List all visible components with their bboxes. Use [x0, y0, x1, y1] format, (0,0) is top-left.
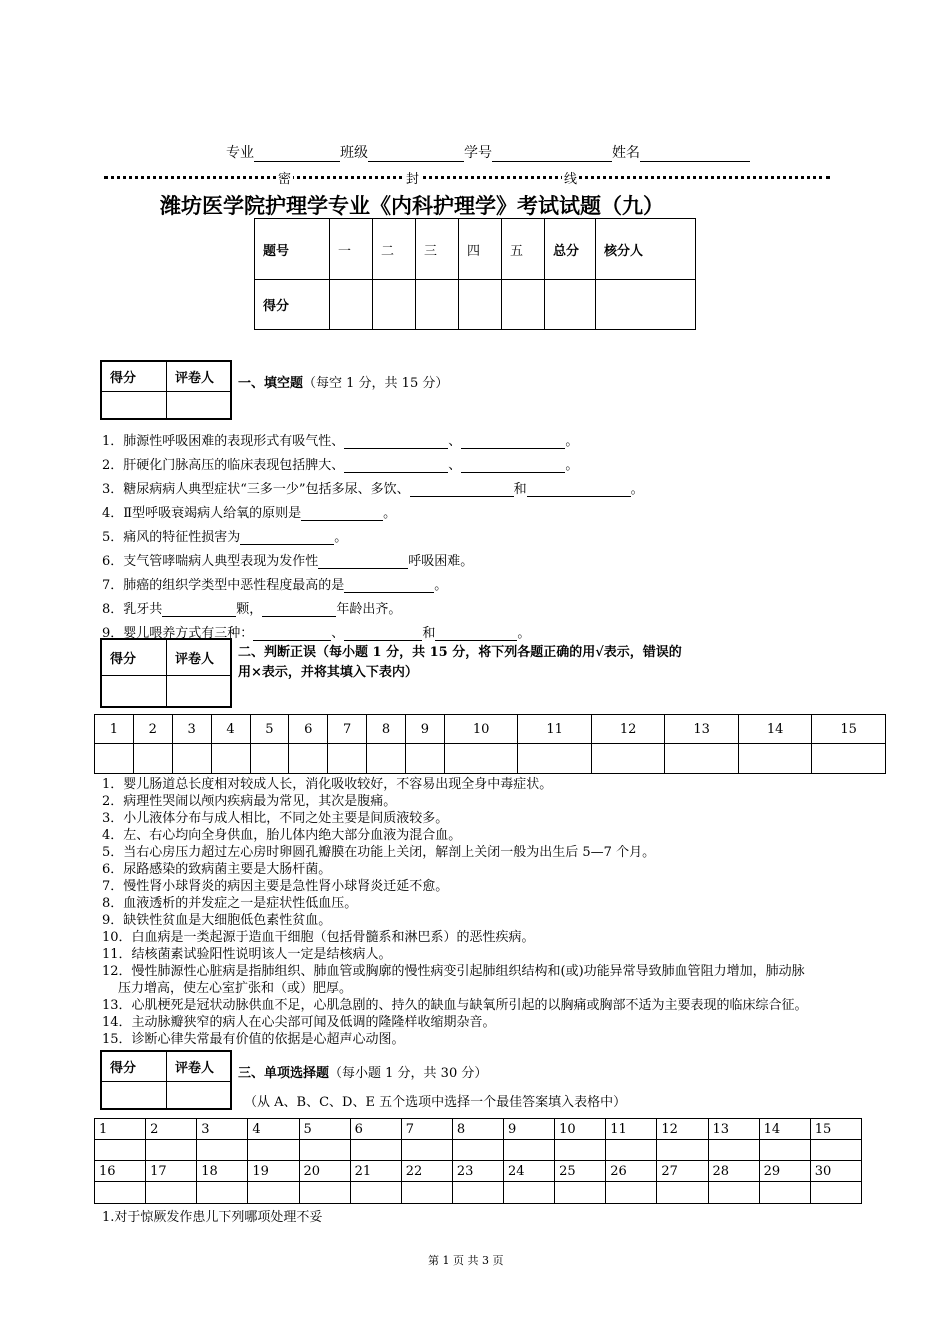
judge-answer-cell[interactable]	[665, 744, 739, 774]
judge-col-number: 8	[367, 715, 406, 744]
choice-answer-cell[interactable]	[248, 1182, 299, 1204]
item-text: 糖尿病病人典型症状“三多一少”包括多尿、多饮、	[123, 482, 410, 497]
blank[interactable]	[344, 434, 448, 449]
blank[interactable]	[262, 602, 336, 617]
score-header-total: 总分	[545, 219, 596, 280]
judge-col-number: 9	[406, 715, 445, 744]
section3-title: 三、单项选择题	[238, 1066, 330, 1081]
name-field[interactable]	[640, 147, 750, 162]
choice-col-number: 12	[657, 1119, 708, 1140]
score-cell[interactable]	[373, 280, 416, 330]
blank[interactable]	[461, 434, 565, 449]
item-text: 乳牙共	[123, 602, 163, 617]
grader-score-cell[interactable]	[101, 1081, 167, 1109]
choice-answer-cell[interactable]	[95, 1182, 146, 1204]
judge-answer-cell[interactable]	[738, 744, 812, 774]
choice-col-number: 8	[452, 1119, 503, 1140]
blank[interactable]	[344, 458, 448, 473]
grader-score-cell[interactable]	[101, 391, 167, 419]
blank[interactable]	[410, 482, 514, 497]
section1-title: 一、填空题	[238, 376, 304, 391]
score-header-label: 题号	[255, 219, 330, 280]
choice-col-number: 25	[555, 1161, 606, 1182]
judge-col-number: 7	[328, 715, 367, 744]
item-text: 肝硬化门脉高压的临床表现包括脾大、	[123, 458, 345, 473]
choice-col-number: 24	[504, 1161, 555, 1182]
item-number: 5．	[102, 530, 124, 545]
grader-score-cell[interactable]	[101, 675, 167, 707]
item-text: 颗，	[236, 602, 263, 617]
class-label: 班级	[340, 145, 368, 161]
grader-box-1	[100, 360, 232, 420]
blank[interactable]	[253, 626, 331, 641]
choice-col-number: 26	[606, 1161, 657, 1182]
judge-answer-cell[interactable]	[133, 744, 172, 774]
choice-col-number: 21	[350, 1161, 401, 1182]
choice-answer-cell[interactable]	[759, 1140, 810, 1161]
judge-answer-cell[interactable]	[591, 744, 665, 774]
judge-col-number: 13	[665, 715, 739, 744]
grader-name-label: 评卷人	[167, 361, 232, 391]
student-no-field[interactable]	[492, 147, 612, 162]
choice-answer-cell[interactable]	[810, 1182, 861, 1204]
item-text: 呼吸困难。	[408, 554, 474, 569]
choice-col-number: 28	[708, 1161, 759, 1182]
choice-col-number: 14	[759, 1119, 810, 1140]
fill-item-7	[102, 574, 447, 593]
seal-xian: 线	[562, 168, 579, 187]
item-number: 4．	[102, 506, 124, 521]
choice-col-number: 2	[146, 1119, 197, 1140]
choice-col-number: 20	[299, 1161, 350, 1182]
judge-item: 4．左、右心均向全身供血，胎儿体内绝大部分血液为混合血。	[102, 828, 462, 843]
choice-col-number: 23	[452, 1161, 503, 1182]
choice-answer-cell[interactable]	[708, 1182, 759, 1204]
grader-box-2	[100, 638, 232, 708]
choice-col-number: 7	[401, 1119, 452, 1140]
choice-answer-cell[interactable]	[810, 1140, 861, 1161]
item-text: 支气管哮喘病人典型表现为发作性	[123, 554, 319, 569]
judge-answer-cell[interactable]	[289, 744, 328, 774]
judge-item: 11．结核菌素试验阳性说明该人一定是结核病人。	[102, 947, 392, 962]
judge-col-number: 3	[172, 715, 211, 744]
fill-item-5	[102, 526, 347, 545]
item-text: 。	[383, 506, 397, 521]
choice-col-number: 18	[197, 1161, 248, 1182]
item-text: 和	[513, 482, 527, 497]
choice-col-number: 17	[146, 1161, 197, 1182]
section1-heading	[238, 372, 448, 391]
item-number: 6．	[102, 554, 124, 569]
score-table	[254, 218, 696, 330]
item-number: 9．	[102, 626, 124, 641]
blank[interactable]	[527, 482, 631, 497]
judge-col-number: 11	[518, 715, 592, 744]
judge-answer-cell[interactable]	[367, 744, 406, 774]
choice-answer-cell[interactable]	[95, 1140, 146, 1161]
choice-col-number: 27	[657, 1161, 708, 1182]
choice-col-number: 22	[401, 1161, 452, 1182]
judge-items	[102, 776, 808, 1048]
judge-item: 9．缺铁性贫血是大细胞低色素性贫血。	[102, 913, 332, 928]
grader-name-label: 评卷人	[167, 1051, 232, 1081]
judge-col-number: 15	[812, 715, 886, 744]
item-number: 8．	[102, 602, 124, 617]
grader-name-cell[interactable]	[167, 391, 232, 419]
item-text: 和	[422, 626, 436, 641]
judge-item: 2．病理性哭闹以颅内疾病最为常见，其次是腹痛。	[102, 794, 397, 809]
score-cell[interactable]	[416, 280, 459, 330]
item-number: 7．	[102, 578, 124, 593]
choice-col-number: 13	[708, 1119, 759, 1140]
judge-col-number: 2	[133, 715, 172, 744]
item-text: 。	[565, 434, 579, 449]
item-text: 肺源性呼吸困难的表现形式有吸气性、	[123, 434, 345, 449]
fill-item-1	[102, 430, 578, 449]
judge-answer-cell[interactable]	[172, 744, 211, 774]
score-cell[interactable]	[330, 280, 373, 330]
score-cell[interactable]	[545, 280, 596, 330]
choice-col-number: 19	[248, 1161, 299, 1182]
student-info-line	[226, 142, 750, 162]
score-header-5: 五	[502, 219, 545, 280]
judge-col-number: 1	[95, 715, 134, 744]
choice-col-number: 1	[95, 1119, 146, 1140]
blank[interactable]	[344, 626, 422, 641]
score-header-2: 二	[373, 219, 416, 280]
score-row-label: 得分	[255, 280, 330, 330]
choice-answer-cell[interactable]	[299, 1140, 350, 1161]
judge-item: 6．尿路感染的致病菌主要是大肠杆菌。	[102, 862, 332, 877]
choice-answer-cell[interactable]	[555, 1182, 606, 1204]
major-field[interactable]	[254, 147, 340, 162]
choice-answer-cell[interactable]	[299, 1182, 350, 1204]
judge-col-number: 14	[738, 715, 812, 744]
seal-line	[104, 176, 830, 179]
judge-item: 10．白血病是一类起源于造血干细胞（包括骨髓系和淋巴系）的恶性疾病。	[102, 930, 535, 945]
choice-col-number: 15	[810, 1119, 861, 1140]
section1-note: （每空 1 分，共 15 分）	[303, 376, 449, 391]
judge-col-number: 6	[289, 715, 328, 744]
grader-box-3	[100, 1050, 232, 1110]
score-header-4: 四	[459, 219, 502, 280]
judge-answer-table	[94, 714, 886, 774]
judge-answer-cell[interactable]	[250, 744, 289, 774]
fill-item-4	[102, 502, 396, 521]
score-header-3: 三	[416, 219, 459, 280]
blank[interactable]	[301, 506, 383, 521]
choice-answer-cell[interactable]	[197, 1182, 248, 1204]
item-text: 。	[334, 530, 348, 545]
choice-col-number: 16	[95, 1161, 146, 1182]
judge-item: 13．心肌梗死是冠状动脉供血不足，心肌急剧的、持久的缺血与缺氧所引起的以胸痛或胸部不适为主要表现的临床综合征。	[102, 998, 808, 1013]
grader-score-label: 得分	[101, 1051, 167, 1081]
choice-answer-cell[interactable]	[146, 1140, 197, 1161]
item-text: 。	[565, 458, 579, 473]
item-number: 2．	[102, 458, 124, 473]
item-number: 3．	[102, 482, 124, 497]
judge-col-number: 5	[250, 715, 289, 744]
judge-answer-cell[interactable]	[444, 744, 518, 774]
fill-item-3	[102, 478, 644, 497]
item-text: 、	[448, 434, 462, 449]
choice-answer-cell[interactable]	[197, 1140, 248, 1161]
judge-item: 5．当右心房压力超过左心房时卵圆孔瓣膜在功能上关闭，解剖上关闭一般为出生后 5—7 个月。	[102, 845, 656, 860]
choice-answer-cell[interactable]	[606, 1182, 657, 1204]
section3-heading	[238, 1062, 487, 1081]
choice-answer-cell[interactable]	[555, 1140, 606, 1161]
choice-answer-cell[interactable]	[248, 1140, 299, 1161]
fill-item-6	[102, 550, 473, 569]
grader-score-label: 得分	[101, 639, 167, 675]
judge-col-number: 4	[211, 715, 250, 744]
judge-item: 1．婴儿肠道总长度相对较成人长，消化吸收较好，不容易出现全身中毒症状。	[102, 777, 553, 792]
judge-answer-cell[interactable]	[518, 744, 592, 774]
choice-col-number: 3	[197, 1119, 248, 1140]
choice-answer-cell[interactable]	[708, 1140, 759, 1161]
item-text: 、	[331, 626, 345, 641]
choice-col-number: 30	[810, 1161, 861, 1182]
judge-item: 7．慢性肾小球肾炎的病因主要是急性肾小球肾炎迁延不愈。	[102, 879, 449, 894]
fill-item-2	[102, 454, 578, 473]
judge-answer-cell[interactable]	[406, 744, 445, 774]
choice-answer-cell[interactable]	[452, 1140, 503, 1161]
grader-name-cell[interactable]	[167, 675, 232, 707]
judge-col-number: 10	[444, 715, 518, 744]
choice-answer-cell[interactable]	[452, 1182, 503, 1204]
page-title: 潍坊医学院护理学专业《内科护理学》考试试题（九）	[160, 193, 664, 218]
page-footer: 第 1 页 共 3 页	[428, 1254, 504, 1267]
judge-answer-cell[interactable]	[328, 744, 367, 774]
section3-subnote: （从 A、B、C、D、E 五个选项中选择一个最佳答案填入表格中）	[244, 1095, 627, 1110]
choice-col-number: 10	[555, 1119, 606, 1140]
judge-answer-cell[interactable]	[211, 744, 250, 774]
choice-answer-cell[interactable]	[606, 1140, 657, 1161]
judge-item: 8．血液透析的并发症之一是症状性低血压。	[102, 896, 358, 911]
choice-col-number: 29	[759, 1161, 810, 1182]
choice-answer-cell[interactable]	[504, 1182, 555, 1204]
judge-item: 14．主动脉瓣狭窄的病人在心尖部可闻及低调的隆隆样收缩期杂音。	[102, 1015, 496, 1030]
choice-answer-cell[interactable]	[759, 1182, 810, 1204]
item-text: 。	[630, 482, 644, 497]
judge-item: 15．诊断心律失常最有价值的依据是心超声心动图。	[102, 1032, 405, 1047]
choice-answer-table	[94, 1118, 862, 1204]
choice-col-number: 9	[504, 1119, 555, 1140]
item-text: 痛风的特征性损害为	[123, 530, 241, 545]
judge-item: 3．小儿液体分布与成人相比，不同之处主要是间质液较多。	[102, 811, 449, 826]
section2-heading-2: 用×表示，并将其填入下表内）	[238, 665, 418, 680]
score-cell[interactable]	[502, 280, 545, 330]
grader-name-cell[interactable]	[167, 1081, 232, 1109]
major-label: 专业	[226, 145, 254, 161]
score-cell[interactable]	[596, 280, 696, 330]
seal-feng: 封	[404, 168, 421, 187]
item-text: 、	[448, 458, 462, 473]
choice-col-number: 4	[248, 1119, 299, 1140]
item-text: 。	[434, 578, 448, 593]
item-text: 。	[517, 626, 531, 641]
choice-col-number: 5	[299, 1119, 350, 1140]
item-text: Ⅱ型呼吸衰竭病人给氧的原则是	[123, 506, 302, 521]
score-cell[interactable]	[459, 280, 502, 330]
fill-item-8	[102, 598, 401, 617]
choice-col-number: 6	[350, 1119, 401, 1140]
choice-answer-cell[interactable]	[657, 1140, 708, 1161]
judge-item: 12．慢性肺源性心脏病是指肺组织、肺血管或胸廓的慢性病变引起肺组织结构和(或)功能异常导致肺血管阻力增加，肺动脉	[102, 964, 805, 979]
item-number: 1．	[102, 434, 124, 449]
choice-answer-cell[interactable]	[401, 1182, 452, 1204]
blank[interactable]	[461, 458, 565, 473]
choice-answer-cell[interactable]	[401, 1140, 452, 1161]
grader-score-label: 得分	[101, 361, 167, 391]
score-header-checker: 核分人	[596, 219, 696, 280]
judge-col-number: 12	[591, 715, 665, 744]
item-text: 婴儿喂养方式有三种：	[123, 626, 254, 641]
student-no-label: 学号	[464, 145, 492, 161]
item-text: 肺癌的组织学类型中恶性程度最高的是	[123, 578, 345, 593]
choice-answer-cell[interactable]	[504, 1140, 555, 1161]
item-text: 年龄出齐。	[336, 602, 402, 617]
blank[interactable]	[318, 554, 408, 569]
section2-heading-1: 二、判断正误（每小题 1 分，共 15 分，将下列各题正确的用√表示，错误的	[238, 645, 682, 660]
judge-answer-cell[interactable]	[812, 744, 886, 774]
choice-answer-cell[interactable]	[350, 1182, 401, 1204]
choice-answer-cell[interactable]	[350, 1140, 401, 1161]
blank[interactable]	[240, 530, 334, 545]
section3-note: （每小题 1 分，共 30 分）	[329, 1066, 488, 1081]
blank[interactable]	[435, 626, 517, 641]
choice-answer-cell[interactable]	[657, 1182, 708, 1204]
question-1: 1.对于惊厥发作患儿下列哪项处理不妥	[102, 1210, 323, 1225]
seal-mi: 密	[276, 168, 293, 187]
blank[interactable]	[162, 602, 236, 617]
judge-item: 压力增高，使左心室扩张和（或）肥厚。	[118, 981, 353, 996]
blank[interactable]	[344, 578, 434, 593]
grader-name-label: 评卷人	[167, 639, 232, 675]
judge-answer-cell[interactable]	[95, 744, 134, 774]
score-header-1: 一	[330, 219, 373, 280]
choice-answer-cell[interactable]	[146, 1182, 197, 1204]
name-label: 姓名	[612, 145, 640, 161]
class-field[interactable]	[368, 147, 464, 162]
choice-col-number: 11	[606, 1119, 657, 1140]
